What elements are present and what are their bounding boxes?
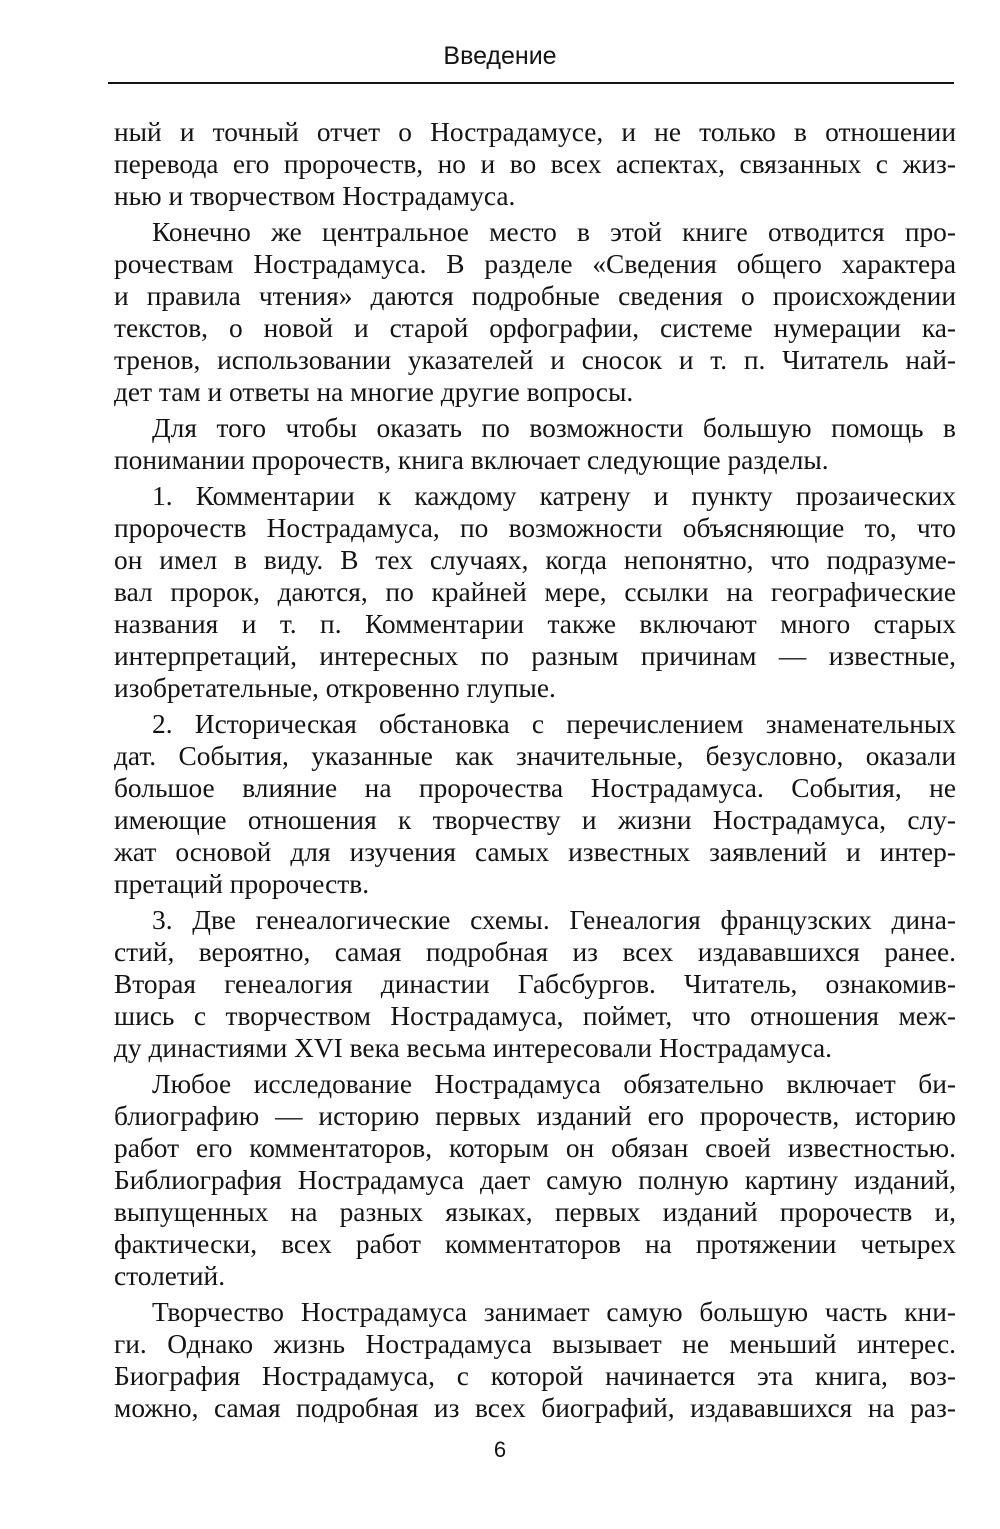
text-line: нью и творчеством Нострадамуса. (114, 181, 516, 212)
text-line: ный и точный отчет о Нострадамусе, и не только в отношении (114, 117, 956, 147)
text-line: можно, самая подробная из всех биографий, издававшихся на раз- (114, 1393, 956, 1424)
text-line: Любое исследование Нострадамуса обязательно включает би- (152, 1068, 956, 1099)
text-line: Для того чтобы оказать по возможности большую помощь в (152, 412, 956, 443)
paragraph (114, 904, 956, 1064)
paragraph (114, 1068, 956, 1293)
text-line: Конечно же центральное место в этой книге отводится про- (152, 216, 956, 247)
paragraph (114, 1296, 956, 1424)
text-line: он имел в виду. В тех случаях, когда непонятно, что подразуме- (114, 544, 956, 575)
text-line: жат основой для изучения самых известных заявлений и интер- (114, 837, 956, 868)
running-head-title: Введение (443, 42, 557, 70)
text-line: большое влияние на пророчества Нострадамуса. События, не (114, 772, 956, 803)
text-line: текстов, о новой и старой орфографии, системе нумерации ка- (114, 313, 956, 344)
text-line: шись с творчеством Нострадамуса, поймет, что отношения меж- (114, 1001, 956, 1032)
text-line: тренов, использовании указателей и сносок и т. п. Читатель най- (114, 345, 956, 376)
page-number: 6 (493, 1437, 507, 1462)
page-body (114, 116, 956, 1424)
text-line: Творчество Нострадамуса занимает самую большую часть кни- (152, 1296, 956, 1327)
text-line: дат. События, указанные как значительные, безусловно, оказали (114, 740, 956, 771)
text-line: фактически, всех работ комментаторов на протяжении четырех (114, 1229, 956, 1260)
text-line: блиографию — историю первых изданий его пророчеств, историю (114, 1100, 956, 1131)
text-line: ду династиями XVI века весьма интересовали Нострадамуса. (114, 1033, 832, 1064)
text-line: пророчеств Нострадамуса, по возможности объясняющие то, что (114, 512, 956, 543)
text-line: и правила чтения» даются подробные сведения о происхождении (114, 280, 956, 311)
paragraph (114, 480, 956, 705)
text-line: Библиография Нострадамуса дает самую полную картину изданий, (114, 1165, 956, 1195)
header-rule (108, 82, 954, 84)
text-line: 2. Историческая обстановка с перечислением знаменательных (152, 708, 956, 739)
paragraph (114, 412, 956, 476)
text-line: работ его комментаторов, которым он обязан своей известностью. (114, 1132, 956, 1163)
text-line: названия и т. п. Комментарии также включают много старых (114, 608, 956, 639)
text-line: ги. Однако жизнь Нострадамуса вызывает не меньший интерес. (114, 1328, 956, 1359)
text-line: 3. Две генеалогические схемы. Генеалогия французских дина- (152, 904, 956, 935)
text-line: перевода его пророчеств, но и во всех аспектах, связанных с жиз- (114, 149, 956, 180)
text-line: Вторая генеалогия династии Габсбургов. Читатель, ознакомив- (114, 968, 956, 999)
paragraph (114, 708, 956, 901)
text-line: 1. Комментарии к каждому катрену и пункту прозаических (152, 480, 956, 511)
text-line: дет там и ответы на многие другие вопросы. (114, 377, 634, 408)
paragraph (114, 116, 956, 212)
text-line: интерпретаций, интересных по разным причинам — известные, (114, 641, 956, 671)
text-line: выпущенных на разных языках, первых изданий пророчеств и, (114, 1197, 956, 1228)
text-line: вал пророк, даются, по крайней мере, ссылки на географические (114, 576, 956, 607)
text-line: Биография Нострадамуса, с которой начинается эта книга, воз- (114, 1361, 956, 1392)
text-line: стий, вероятно, самая подробная из всех издававшихся ранее. (114, 936, 956, 967)
text-line: столетий. (114, 1261, 226, 1292)
text-line: претаций пророчеств. (114, 869, 370, 900)
text-line: имеющие отношения к творчеству и жизни Нострадамуса, слу- (114, 804, 956, 835)
text-line: понимании пророчеств, книга включает следующие разделы. (114, 444, 829, 475)
text-line: изобретательные, откровенно глупые. (114, 673, 556, 704)
text-line: рочествам Нострадамуса. В разделе «Сведения общего характера (114, 248, 956, 279)
paragraph (114, 216, 956, 409)
